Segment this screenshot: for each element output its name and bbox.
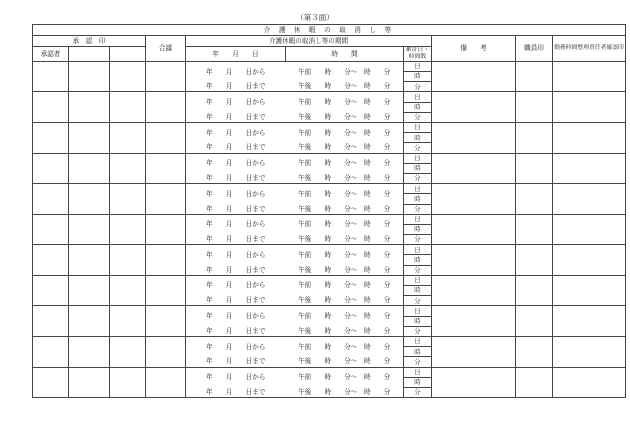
date-from[interactable]: 年 月 日から: [186, 214, 286, 234]
unit-day: 日: [404, 306, 432, 316]
unit-day: 日: [404, 245, 432, 255]
date-to[interactable]: 年 月 日まで: [186, 387, 286, 397]
manager-seal-cell[interactable]: [553, 275, 626, 306]
consultation-cell[interactable]: [146, 245, 186, 276]
approval-seal-cell[interactable]: [69, 245, 110, 276]
remarks-cell[interactable]: [432, 184, 516, 215]
date-to[interactable]: 年 月 日まで: [186, 265, 286, 275]
date-from[interactable]: 年 月 日から: [186, 92, 286, 112]
approval-seal-cell[interactable]: [110, 275, 146, 306]
consultation-cell[interactable]: [146, 61, 186, 92]
time-am[interactable]: 午前 時 分～ 時 分: [286, 153, 404, 173]
unit-day: 日: [404, 61, 432, 71]
unit-min: 分: [404, 173, 432, 183]
remarks-cell[interactable]: [432, 367, 516, 398]
unit-min: 分: [404, 387, 432, 397]
approval-seal-cell[interactable]: [69, 214, 110, 245]
consultation-cell[interactable]: [146, 306, 186, 337]
time-am[interactable]: 午前 時 分～ 時 分: [286, 61, 404, 81]
approver-cell[interactable]: [33, 61, 69, 92]
unit-day: 日: [404, 367, 432, 377]
unit-min: 分: [404, 326, 432, 336]
unit-min: 分: [404, 265, 432, 275]
approver-header: 承認者: [33, 47, 69, 62]
page-number: （第３面）: [296, 13, 334, 22]
time-am[interactable]: 午前 時 分～ 時 分: [286, 336, 404, 356]
approval-cell-3: [110, 47, 146, 62]
unit-hour: 時: [404, 377, 432, 387]
remarks-cell[interactable]: [432, 214, 516, 245]
approval-seal-cell[interactable]: [110, 245, 146, 276]
date-from[interactable]: 年 月 日から: [186, 367, 286, 387]
unit-day: 日: [404, 153, 432, 163]
approval-seal-cell[interactable]: [110, 336, 146, 367]
cumulative-header: 累計日・時間数: [404, 47, 432, 62]
consultation-cell[interactable]: [146, 214, 186, 245]
staff-seal-cell[interactable]: [516, 336, 553, 367]
approval-seal-cell[interactable]: [69, 92, 110, 123]
unit-hour: 時: [404, 224, 432, 234]
date-to[interactable]: 年 月 日まで: [186, 326, 286, 336]
remarks-header: 備 考: [432, 36, 516, 62]
approval-seal-cell[interactable]: [69, 336, 110, 367]
unit-min: 分: [404, 143, 432, 153]
consultation-cell[interactable]: [146, 275, 186, 306]
period-title-header: 介護休暇の取消し等の期間: [186, 36, 432, 47]
approver-cell[interactable]: [33, 214, 69, 245]
approval-seal-cell[interactable]: [110, 153, 146, 184]
unit-day: 日: [404, 214, 432, 224]
consultation-cell[interactable]: [146, 153, 186, 184]
time-pm[interactable]: 午後 時 分～ 時 分: [286, 265, 404, 275]
time-pm[interactable]: 午後 時 分～ 時 分: [286, 235, 404, 245]
time-pm[interactable]: 午後 時 分～ 時 分: [286, 112, 404, 122]
date-to[interactable]: 年 月 日まで: [186, 204, 286, 214]
unit-min: 分: [404, 235, 432, 245]
approver-cell[interactable]: [33, 275, 69, 306]
remarks-cell[interactable]: [432, 275, 516, 306]
approval-seal-cell[interactable]: [110, 92, 146, 123]
consultation-header: 合議: [146, 36, 186, 62]
time-pm[interactable]: 午後 時 分～ 時 分: [286, 204, 404, 214]
unit-hour: 時: [404, 286, 432, 296]
unit-hour: 時: [404, 72, 432, 82]
unit-day: 日: [404, 92, 432, 102]
staff-seal-cell[interactable]: [516, 184, 553, 215]
approval-seal-cell[interactable]: [69, 275, 110, 306]
unit-day: 日: [404, 336, 432, 346]
unit-hour: 時: [404, 102, 432, 112]
manager-seal-cell[interactable]: [553, 306, 626, 337]
time-am[interactable]: 午前 時 分～ 時 分: [286, 275, 404, 295]
consultation-cell[interactable]: [146, 123, 186, 154]
time-pm[interactable]: 午後 時 分～ 時 分: [286, 357, 404, 367]
time-am[interactable]: 午前 時 分～ 時 分: [286, 245, 404, 265]
approval-seal-cell[interactable]: [69, 123, 110, 154]
time-pm[interactable]: 午後 時 分～ 時 分: [286, 296, 404, 306]
approver-cell[interactable]: [33, 245, 69, 276]
date-to[interactable]: 年 月 日まで: [186, 357, 286, 367]
time-am[interactable]: 午前 時 分～ 時 分: [286, 214, 404, 234]
date-to[interactable]: 年 月 日まで: [186, 173, 286, 183]
remarks-cell[interactable]: [432, 92, 516, 123]
approver-cell[interactable]: [33, 336, 69, 367]
date-from[interactable]: 年 月 日から: [186, 184, 286, 204]
staff-seal-cell[interactable]: [516, 153, 553, 184]
staff-seal-cell[interactable]: [516, 92, 553, 123]
time-pm[interactable]: 午後 時 分～ 時 分: [286, 326, 404, 336]
staff-seal-cell[interactable]: [516, 61, 553, 92]
staff-seal-cell[interactable]: [516, 245, 553, 276]
approval-seal-header: 承 認 印: [33, 36, 146, 47]
remarks-cell[interactable]: [432, 153, 516, 184]
approval-seal-cell[interactable]: [110, 61, 146, 92]
date-from[interactable]: 年 月 日から: [186, 306, 286, 326]
approval-seal-cell[interactable]: [110, 367, 146, 398]
approval-seal-cell[interactable]: [69, 184, 110, 215]
unit-hour: 時: [404, 347, 432, 357]
date-from[interactable]: 年 月 日から: [186, 153, 286, 173]
approval-seal-cell[interactable]: [110, 123, 146, 154]
approval-seal-cell[interactable]: [110, 184, 146, 215]
date-from[interactable]: 年 月 日から: [186, 123, 286, 143]
unit-min: 分: [404, 204, 432, 214]
staff-seal-header: 職員印: [516, 36, 553, 62]
remarks-cell[interactable]: [432, 61, 516, 92]
time-am[interactable]: 午前 時 分～ 時 分: [286, 123, 404, 143]
time-am[interactable]: 午前 時 分～ 時 分: [286, 184, 404, 204]
approval-cell-2: [69, 47, 110, 62]
consultation-cell[interactable]: [146, 184, 186, 215]
time-pm[interactable]: 午後 時 分～ 時 分: [286, 173, 404, 183]
remarks-cell[interactable]: [432, 306, 516, 337]
approver-cell[interactable]: [33, 184, 69, 215]
approver-cell[interactable]: [33, 92, 69, 123]
date-from[interactable]: 年 月 日から: [186, 245, 286, 265]
manager-seal-header: 勤務時間整理責任者確認印: [553, 36, 626, 62]
date-from[interactable]: 年 月 日から: [186, 336, 286, 356]
date-to[interactable]: 年 月 日まで: [186, 82, 286, 92]
care-leave-cancellation-table: [32, 24, 626, 398]
approval-seal-cell[interactable]: [69, 61, 110, 92]
unit-hour: 時: [404, 255, 432, 265]
time-am[interactable]: 午前 時 分～ 時 分: [286, 367, 404, 387]
consultation-cell[interactable]: [146, 92, 186, 123]
time-pm[interactable]: 午後 時 分～ 時 分: [286, 387, 404, 397]
unit-hour: 時: [404, 316, 432, 326]
main-title: 介 護 休 暇 の 取 消 し 等: [33, 25, 626, 36]
unit-day: 日: [404, 123, 432, 133]
staff-seal-cell[interactable]: [516, 123, 553, 154]
approver-cell[interactable]: [33, 153, 69, 184]
unit-min: 分: [404, 82, 432, 92]
manager-seal-cell[interactable]: [553, 336, 626, 367]
remarks-cell[interactable]: [432, 336, 516, 367]
unit-day: 日: [404, 184, 432, 194]
approver-cell[interactable]: [33, 306, 69, 337]
approval-seal-cell[interactable]: [69, 153, 110, 184]
unit-min: 分: [404, 112, 432, 122]
staff-seal-cell[interactable]: [516, 306, 553, 337]
unit-min: 分: [404, 357, 432, 367]
approver-cell[interactable]: [33, 367, 69, 398]
staff-seal-cell[interactable]: [516, 214, 553, 245]
unit-hour: 時: [404, 194, 432, 204]
manager-seal-cell[interactable]: [553, 92, 626, 123]
approval-seal-cell[interactable]: [69, 367, 110, 398]
manager-seal-cell[interactable]: [553, 61, 626, 92]
date-from[interactable]: 年 月 日から: [186, 275, 286, 295]
date-to[interactable]: 年 月 日まで: [186, 143, 286, 153]
consultation-cell[interactable]: [146, 367, 186, 398]
consultation-cell[interactable]: [146, 336, 186, 367]
time-pm[interactable]: 午後 時 分～ 時 分: [286, 143, 404, 153]
manager-seal-cell[interactable]: [553, 245, 626, 276]
approval-seal-cell[interactable]: [69, 306, 110, 337]
approval-seal-cell[interactable]: [110, 306, 146, 337]
manager-seal-cell[interactable]: [553, 214, 626, 245]
unit-min: 分: [404, 296, 432, 306]
approver-cell[interactable]: [33, 123, 69, 154]
remarks-cell[interactable]: [432, 245, 516, 276]
manager-seal-cell[interactable]: [553, 367, 626, 398]
unit-day: 日: [404, 275, 432, 285]
manager-seal-cell[interactable]: [553, 153, 626, 184]
unit-hour: 時: [404, 163, 432, 173]
unit-hour: 時: [404, 133, 432, 143]
staff-seal-cell[interactable]: [516, 275, 553, 306]
date-to[interactable]: 年 月 日まで: [186, 235, 286, 245]
manager-seal-cell[interactable]: [553, 184, 626, 215]
remarks-cell[interactable]: [432, 123, 516, 154]
time-pm[interactable]: 午後 時 分～ 時 分: [286, 82, 404, 92]
time-header: 時 間: [286, 47, 404, 62]
time-am[interactable]: 午前 時 分～ 時 分: [286, 92, 404, 112]
date-to[interactable]: 年 月 日まで: [186, 296, 286, 306]
staff-seal-cell[interactable]: [516, 367, 553, 398]
date-from[interactable]: 年 月 日から: [186, 61, 286, 81]
date-to[interactable]: 年 月 日まで: [186, 112, 286, 122]
approval-seal-cell[interactable]: [110, 214, 146, 245]
time-am[interactable]: 午前 時 分～ 時 分: [286, 306, 404, 326]
date-header: 年 月 日: [186, 47, 286, 62]
manager-seal-cell[interactable]: [553, 123, 626, 154]
